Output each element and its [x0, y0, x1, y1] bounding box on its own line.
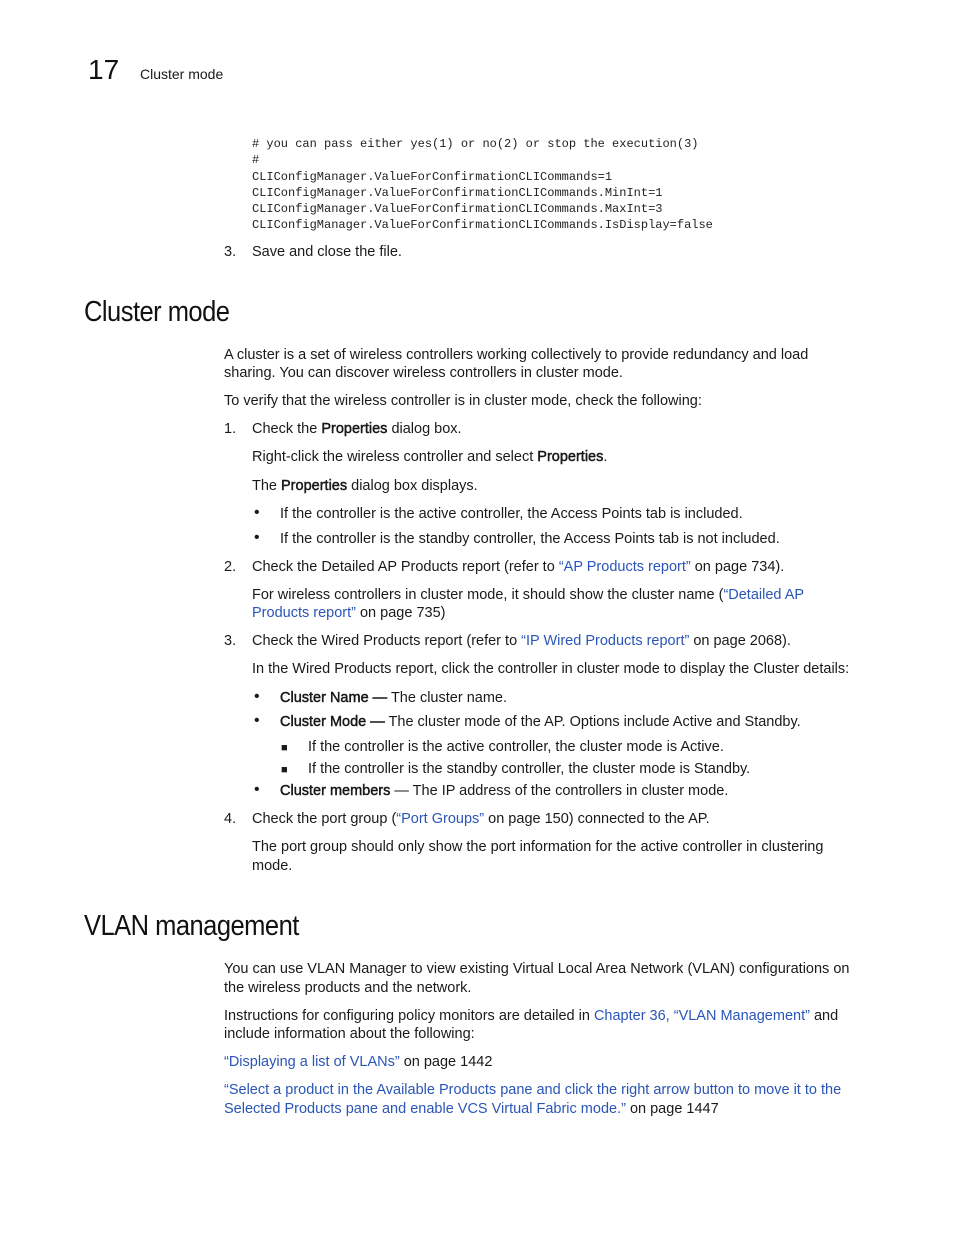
verify-paragraph: To verify that the wireless controller is in cluster mode, check the following:: [224, 393, 702, 409]
step-text: Save and close the file.: [252, 244, 402, 260]
step-number: 3.: [224, 633, 237, 649]
square-bullet-icon: ■: [281, 764, 288, 776]
link-displaying-list-of-vlans[interactable]: “Displaying a list of VLANs”: [224, 1054, 400, 1070]
step-1-rightclick: Right-click the wireless controller and select Properties.: [252, 449, 608, 465]
link-select-product[interactable]: Selected Products pane and enable VCS Virtual Fabric mode.”: [224, 1101, 626, 1117]
link-select-product[interactable]: “Select a product in the Available Products pane and click the right arrow button to move it to the: [224, 1082, 842, 1098]
step-number: 3.: [224, 244, 237, 260]
bullet-text: If the controller is the standby controller, the Access Points tab is not included.: [280, 531, 780, 547]
bullet-cluster-members: Cluster members — The IP address of the controllers in cluster mode.: [280, 783, 729, 799]
ui-term: Properties: [281, 478, 348, 494]
ui-term: Properties: [537, 449, 604, 465]
vlan-para-2-line-2: include information about the following:: [224, 1026, 475, 1042]
chapter-title: Cluster mode: [140, 66, 224, 82]
step-4-para-line-2: mode.: [252, 858, 293, 874]
intro-line-1: A cluster is a set of wireless controllers working collectively to provide redundancy and load: [224, 347, 809, 363]
link-ap-products-report[interactable]: “AP Products report”: [558, 559, 691, 575]
link-detailed-ap-products-report[interactable]: “Detailed AP: [723, 587, 805, 603]
step-number: 1.: [224, 421, 237, 437]
bullet-text: If the controller is the active controller, the Access Points tab is included.: [280, 506, 743, 522]
ui-term: Properties: [321, 421, 388, 437]
section-heading-cluster-mode: Cluster mode: [84, 296, 230, 328]
bullet-icon: •: [254, 781, 260, 798]
vlan-ref-1: “Displaying a list of VLANs” on page 1442: [224, 1054, 493, 1070]
step-number: 4.: [224, 811, 237, 827]
vlan-para-2-line-1: Instructions for configuring policy monitors are detailed in Chapter 36, “VLAN Management” and: [224, 1008, 839, 1024]
step-1-display: The Properties dialog box displays.: [252, 478, 478, 494]
step-number: 2.: [224, 559, 237, 575]
step-4-para-line-1: The port group should only show the port information for the active controller in clustering: [252, 839, 824, 855]
link-detailed-ap-products-report[interactable]: Products report”: [252, 605, 356, 621]
step-2-para-line-2: Products report” on page 735): [252, 605, 446, 621]
bullet-icon: •: [254, 504, 260, 521]
vlan-para-1-line-2: the wireless products and the network.: [224, 980, 472, 996]
step-1-text: Check the Properties dialog box.: [252, 421, 462, 437]
bullet-icon: •: [254, 529, 260, 546]
step-2-para-line-1: For wireless controllers in cluster mode, it should show the cluster name (“Detailed AP: [252, 587, 805, 603]
section-heading-vlan-management: VLAN management: [84, 910, 299, 942]
intro-line-2: sharing. You can discover wireless controllers in cluster mode.: [224, 365, 623, 381]
bullet-icon: •: [254, 688, 260, 705]
sub-bullet-text: If the controller is the standby controller, the cluster mode is Standby.: [308, 761, 751, 777]
code-block: # you can pass either yes(1) or no(2) or stop the execution(3) # CLIConfigManager.ValueForConfirmationCLICommands=1 CLIConfigManager.ValueForConfirmationCLICommands.MinInt=1 CLIConfigManager.ValueForConfirmationCLICommands.MaxInt=3 CLIConfigManager.ValueForConfirmationCLICommands.IsDisplay=false: [252, 137, 713, 233]
vlan-para-1-line-1: You can use VLAN Manager to view existing Virtual Local Area Network (VLAN) configurations on: [224, 961, 850, 977]
link-ip-wired-products-report[interactable]: “IP Wired Products report”: [521, 633, 690, 649]
step-4-text: Check the port group (“Port Groups” on page 150) connected to the AP.: [252, 811, 710, 827]
step-3-para: In the Wired Products report, click the controller in cluster mode to display the Cluster details:: [252, 661, 850, 677]
step-3-text: Check the Wired Products report (refer to “IP Wired Products report” on page 2068).: [252, 633, 791, 649]
link-port-groups[interactable]: “Port Groups”: [396, 811, 485, 827]
sub-bullet-text: If the controller is the active controller, the cluster mode is Active.: [308, 739, 724, 755]
square-bullet-icon: ■: [281, 742, 288, 754]
vlan-ref-2-line-1: [224, 1081, 841, 1100]
link-chapter-36-vlan-management[interactable]: Chapter 36, “VLAN Management”: [593, 1008, 810, 1024]
chapter-number: 17: [88, 54, 120, 85]
bullet-cluster-mode: Cluster Mode — The cluster mode of the AP. Options include Active and Standby.: [280, 714, 801, 730]
vlan-ref-2-line-2: Selected Products pane and enable VCS Virtual Fabric mode.” on page 1447: [224, 1101, 719, 1117]
bullet-cluster-name: Cluster Name — The cluster name.: [280, 690, 507, 706]
step-2-text: Check the Detailed AP Products report (refer to “AP Products report” on page 734).: [252, 559, 785, 575]
bullet-icon: •: [254, 712, 260, 729]
